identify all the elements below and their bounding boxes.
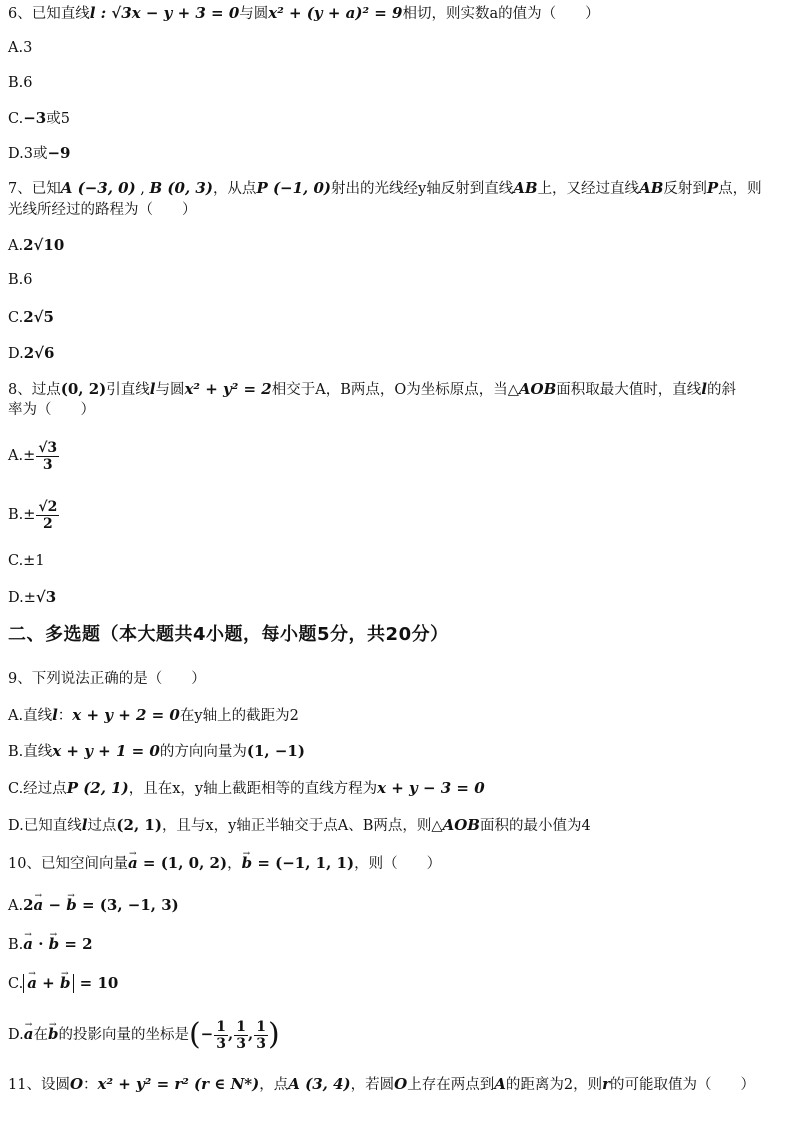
q6-option-c[interactable]: C.−3或5 — [8, 109, 70, 127]
q10-option-c[interactable]: C.→ a + → b = 10 — [8, 973, 118, 994]
fraction: $\frac{1}{3}$ — [236, 1018, 246, 1052]
vector-a: → a — [128, 853, 138, 873]
q7-option-a[interactable]: A.2√10 — [8, 236, 65, 254]
fraction: $\frac{√3}{3}$ — [38, 439, 58, 473]
fraction: $\frac{1}{3}$ — [216, 1018, 226, 1052]
q6-stem: 6、已知直线l : √3x − y + 3 = 0与圆x² + (y + a)² = 9相切，则实数a的值为（ ） — [8, 4, 600, 22]
q7-option-c[interactable]: C.2√5 — [8, 308, 54, 326]
section-heading: 二、多选题（本大题共4小题，每小题5分，共20分） — [8, 624, 449, 645]
q9-option-c[interactable]: C.经过点P (2, 1)，且在x，y轴上截距相等的直线方程为x + y − 3 = 0 — [8, 779, 485, 797]
q10-option-d[interactable]: D.→ a在→ b的投影向量的坐标是(− $\frac{1}{3}$ , $\frac{1}{3}$ , $\frac{1}{3}$ ) — [8, 1014, 280, 1055]
q7-option-d[interactable]: D.2√6 — [8, 344, 55, 362]
q8-stem-line1: 8、过点(0, 2)引直线l与圆x² + y² = 2相交于A，B两点，O为坐标原点，当△AOB面积取最大值时，直线l的斜 — [8, 380, 736, 398]
q8-option-d[interactable]: D.±√3 — [8, 588, 57, 606]
q9-option-d[interactable]: D.已知直线l过点(2, 1)，且与x，y轴正半轴交于点A、B两点，则△AOB面积的最小值为4 — [8, 816, 591, 834]
q11-stem: 11、设圆O：x² + y² = r² (r ∈ N*)，点A (3, 4)，若圆O上存在两点到A的距离为2，则r的可能取值为（ ） — [8, 1075, 755, 1093]
q9-stem: 9、下列说法正确的是（ ） — [8, 671, 206, 687]
q6-option-a[interactable]: A.3 — [8, 40, 33, 56]
q8-stem-line2: 率为（ ） — [8, 402, 95, 418]
q8-option-a[interactable]: A.± $\frac{√3}{3}$ — [8, 439, 58, 473]
q6-circle-equation: x² + (y + a)² = 9 — [268, 4, 403, 22]
q9-option-b[interactable]: B.直线x + y + 1 = 0的方向向量为(1, −1) — [8, 742, 305, 760]
q10-option-b[interactable]: B.→ a · → b = 2 — [8, 934, 93, 955]
q8-option-b[interactable]: B.± $\frac{√2}{2}$ — [8, 498, 58, 532]
absolute-value: → a + → b — [23, 974, 74, 993]
q9-option-a[interactable]: A.直线l：x + y + 2 = 0在y轴上的截距为2 — [8, 706, 299, 724]
fraction: $\frac{1}{3}$ — [256, 1018, 266, 1052]
q6-option-d[interactable]: D.3或−9 — [8, 144, 71, 162]
left-paren: ( — [188, 1017, 201, 1052]
q6-line-equation: l : √3x − y + 3 = 0 — [89, 4, 240, 22]
q6-option-b[interactable]: B.6 — [8, 75, 33, 91]
q7-option-b[interactable]: B.6 — [8, 272, 33, 288]
q8-option-c[interactable]: C.±1 — [8, 553, 45, 569]
q10-option-a[interactable]: A.2→ a − → b = (3, −1, 3) — [8, 895, 179, 916]
fraction: $\frac{√2}{2}$ — [38, 498, 58, 532]
q10-stem: 10、已知空间向量→ a = (1, 0, 2)，→ b = (−1, 1, 1)，则（ ） — [8, 853, 441, 874]
right-paren: ) — [267, 1017, 280, 1052]
q7-stem-line2: 光线所经过的路程为（ ） — [8, 202, 197, 218]
q7-stem-line1: 7、已知A (−3, 0) , B (0, 3)，从点P (−1, 0)射出的光线经y轴反射到直线AB上，又经过直线AB反射到P点，则 — [8, 179, 762, 197]
vector-b: → b — [242, 853, 253, 873]
